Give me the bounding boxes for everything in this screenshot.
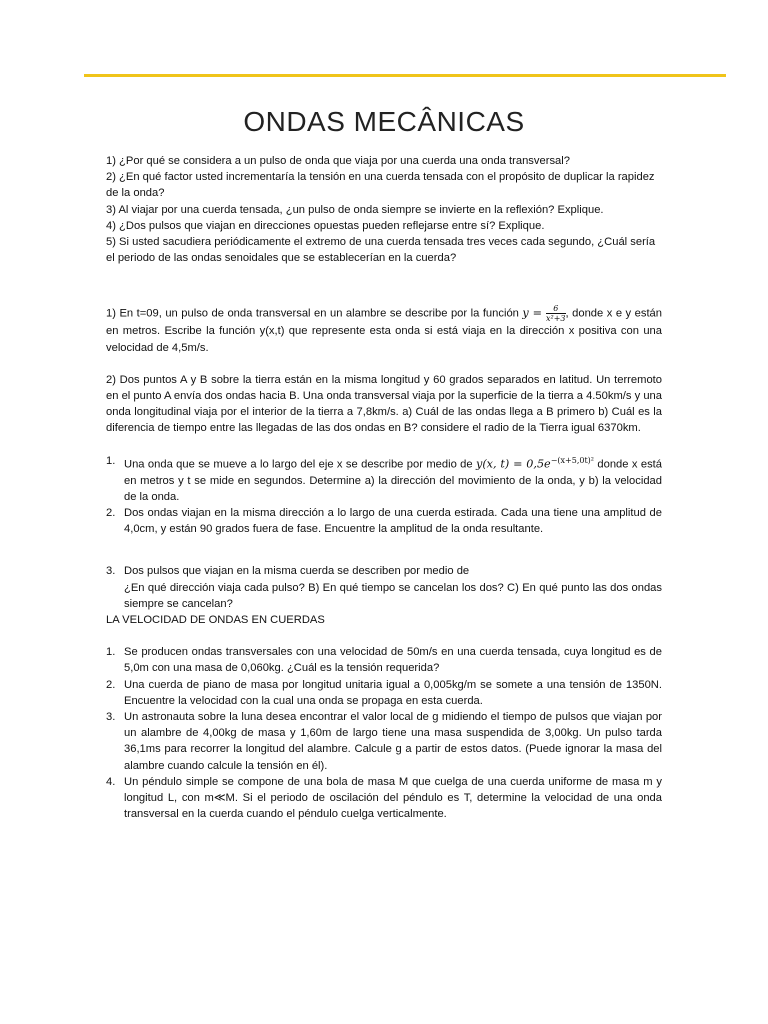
item-3-line-1: Dos pulsos que viajan en la misma cuerda se describen por medio de <box>124 565 470 578</box>
list-b-item-3 <box>106 709 662 774</box>
conceptual-questions <box>106 153 662 266</box>
item-3-row <box>106 563 662 612</box>
question-5: 5) Si usted sacudiera periódicamente el extremo de una cuerda tensada tres veces cada segundo, ¿Cuál sería el periodo de las ondas senoidales que se establecerían en la cuerda? <box>106 236 656 265</box>
question-3: 3) Al viajar por una cuerda tensada, ¿un pulso de onda siempre se invierte en la reflexión? Explique. <box>106 203 604 216</box>
question-2: 2) ¿En qué factor usted incrementaría la tensión en una cuerda tensada con el propósito de duplicar la rapidez de la onda? <box>106 171 655 200</box>
wave-exponent: −(x+5,0t)² <box>550 455 594 465</box>
document-body <box>106 153 662 822</box>
problem-1-fraction <box>546 304 566 323</box>
item-number: 4. <box>106 775 116 788</box>
item-text-post: donde x está en metros y t se mide en segundos. Determine a) la dirección del movimiento de la onda, y b) la velocidad de la onda. <box>124 458 662 503</box>
item-number: 3. <box>106 711 116 724</box>
list-b-item-4 <box>106 774 662 823</box>
item-text: Dos ondas viajan en la misma dirección a lo largo de una cuerda estirada. Cada una tiene una amplitud de 4,0cm, y están 90 grados fuera de fase. Encuentre la amplitud de la onda resultante. <box>124 506 662 536</box>
problem-1-math-y: y = <box>522 306 546 320</box>
header-rule <box>84 74 726 77</box>
problem-1-text-post: , donde x e y están en metros. Escribe la función y(x,t) que represente esta onda si está viaja en la dirección x positiva con una velocidad de 4,5m/s. <box>106 307 663 354</box>
item-text: Un astronauta sobre la luna desea encontrar el valor local de g midiendo el tiempo de pulsos que viajan por un alambre de 4,00kg de masa y 1,60m de largo tiene una masa suspendida de 3,00kg. Un pulso tarda 36,1ms para recorrer la longitud del alambre. Calcule g a partir de estos datos. (Puede ignorar la masa del alambre cuando calcule la tensión en él). <box>124 711 662 772</box>
list-a-item-1 <box>106 453 662 505</box>
page-title: ONDAS MECÂNICAS <box>243 106 525 137</box>
list-a <box>106 453 662 538</box>
fraction-numerator: 6 <box>546 304 566 314</box>
list-a-item-3 <box>106 563 662 612</box>
fraction-denominator: x²+3 <box>546 314 566 324</box>
item-number: 1. <box>106 646 116 659</box>
question-4: 4) ¿Dos pulsos que viajan en direcciones opuestas pueden reflejarse entre sí? Explique. <box>106 219 545 232</box>
item-number: 3. <box>106 565 116 578</box>
item-text <box>124 453 662 505</box>
list-a-item-2 <box>106 505 662 537</box>
item-text <box>124 563 662 612</box>
item-text: Un péndulo simple se compone de una bola de masa M que cuelga de una cuerda uniforme de masa m y longitud L, con m≪M. Si el periodo de oscilación del péndulo es T, determine la velocidad de una onda transversal en la cuerda cuando el péndulo cuelga verticalmente. <box>124 775 662 821</box>
question-1: 1) ¿Por qué se considera a un pulso de onda que viaja por una cuerda una onda transversal? <box>106 155 570 167</box>
problem-2: 2) Dos puntos A y B sobre la tierra están en la misma longitud y 60 grados separados en latitud. Un terremoto en el punto A envía dos ondas hacia B. Una onda transversal viaja por la superficie de la tierra a 4.50km/s y una onda longitudinal viaja por el interior de la tierra a 7,8km/s. a) Cuál de las ondas llega a B primero b) Cuál es la diferencia de tiempo entre las llegadas de las dos ondas en B? considere el radio de la Tierra igual 6370km. <box>106 373 662 435</box>
item-text: Una cuerda de piano de masa por longitud unitaria igual a 0,005kg/m se somete a una tensión de 1350N. Encuentre la velocidad con la cual una onda se propaga en esta cuerda. <box>124 678 662 707</box>
item-number: 2. <box>106 506 116 519</box>
item-number: 2. <box>106 678 116 691</box>
list-b-item-1 <box>106 644 662 676</box>
item-text: Se producen ondas transversales con una velocidad de 50m/s en una cuerda tensada, cuya longitud es de 5,0m con una masa de 0,060kg. ¿Cuál es la tensión requerida? <box>124 646 662 675</box>
wave-equation: y(x, t) = 0,5e <box>476 457 551 471</box>
section-heading: LA VELOCIDAD DE ONDAS EN CUERDAS <box>106 614 325 626</box>
list-b <box>106 644 662 822</box>
list-b-item-2 <box>106 677 662 709</box>
problem-1-text-pre: 1) En t=09, un pulso de onda transversal en un alambre se describe por la función <box>106 307 523 320</box>
item-number: 1. <box>106 454 116 467</box>
item-text-pre: Una onda que se mueve a lo largo del eje x se describe por medio de <box>124 458 476 471</box>
item-3-line-2: ¿En qué dirección viaja cada pulso? B) En qué tiempo se cancelan los dos? C) En qué punto las dos ondas siempre se cancelan? <box>124 581 662 610</box>
problem-1 <box>106 304 662 355</box>
